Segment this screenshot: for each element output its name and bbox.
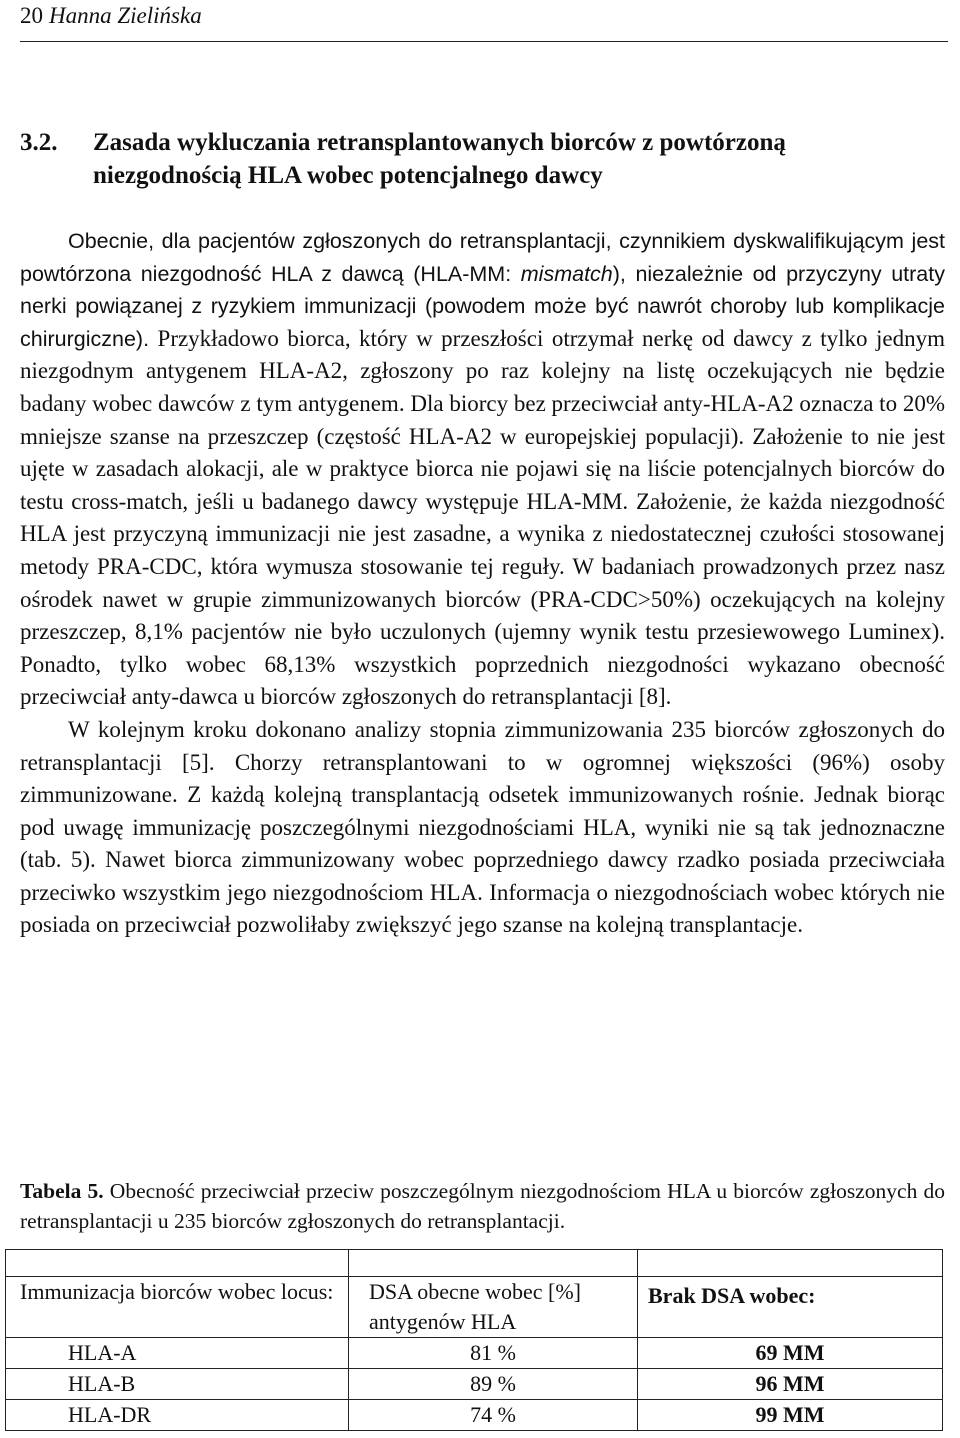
paragraph-1 — [20, 225, 945, 714]
table-cell-brak: 96 MM — [638, 1369, 943, 1400]
table-cell-dsa: 74 % — [349, 1400, 638, 1431]
paragraph-1-sans-before: Obecnie, dla pacjentów zgłoszonych do retransplantacji, czynnikiem dyskwalifikującym jest powtórzona niezgodność HLA z dawcą (HLA-MM: — [20, 229, 945, 286]
table-header-locus: Immunizacja biorców wobec locus: — [6, 1277, 349, 1338]
table-row — [6, 1400, 943, 1431]
data-table — [5, 1249, 943, 1431]
table-header-dsa: DSA obecne wobec [%] antygenów HLA — [349, 1277, 638, 1338]
section-title-line-2: niezgodnością HLA wobec potencjalnego dawcy — [93, 162, 603, 189]
table-header-row — [6, 1277, 943, 1338]
page-number: 20 — [20, 3, 43, 28]
table-cell-locus: HLA-A — [6, 1338, 349, 1369]
table-cell-locus: HLA-DR — [6, 1400, 349, 1431]
table-cell-dsa: 81 % — [349, 1338, 638, 1369]
table-caption-text: Obecność przeciwciał przeciw poszczególnym niezgodnościom HLA u biorców zgłoszonych do retransplantacji u 235 biorców zgłoszonych do retransplantacji. — [20, 1179, 946, 1233]
paragraph-1-serif-part: Przykładowo biorca, który w przeszłości otrzymał nerkę od dawcy z tylko jednym niezgodnym antygenem HLA-A2, zgłoszony po raz kolejny na listę oczekujących nie będzie badany wobec dawców z tym antygenem. Dla biorcy bez przeciwciał anty-HLA-A2 oznacza to 20% mniejsze szanse na przeszczep (częstość HLA-A2 w europejskiej populacji). Założenie to nie jest ujęte w zasadach alokacji, ale w praktyce biorca nie pojawi się na liście potencjalnych biorców do testu cross-match, jeśli u badanego dawcy występuje HLA-MM. Założenie, że każda niezgodność HLA jest przyczyną immunizacji nie jest zasadne, a wynika z niedostatecznej czułości stosowanej metody PRA-CDC, która wymusza stosowanie tej reguły. W badaniach prowadzonych przez nasz ośrodek nawet w grupie zimmunizowanych biorców (PRA-CDC>50%) oczekujących na kolejny przeszczep, 8,1% pacjentów nie było uczulonych (ujemny wynik testu przesiewowego Luminex). Ponadto, tylko wobec 68,13% wszystkich poprzednich niezgodności wykazano obecność przeciwciał anty-dawca u biorców zgłoszonych do retransplantacji [8]. — [20, 325, 945, 710]
table-cell-dsa: 89 % — [349, 1369, 638, 1400]
table-spacer-row — [6, 1250, 943, 1277]
running-head-author: Hanna Zielińska — [49, 3, 202, 28]
header-rule — [20, 41, 948, 42]
paragraph-2: W kolejnym kroku dokonano analizy stopnia zimmunizowania 235 biorców zgłoszonych do retransplantacji [5]. Chorzy retransplantowani to w ogromnej większości (96%) osoby zimmunizowane. Z każdą kolejną transplantacją odsetek immunizowanych rośnie. Jednak biorąc pod uwagę immunizację poszczególnymi niezgodnościami HLA, wyniki nie są tak jednoznaczne (tab. 5). Nawet biorca zimmunizowany wobec poprzedniego dawcy rzadko posiada przeciwciała przeciwko wszystkim jego niezgodnościom HLA. Informacja o niezgodnościach wobec których nie posiada on przeciwciał pozwoliłaby zwiększyć jego szanse na kolejną transplantacje. — [20, 716, 945, 938]
body-text — [20, 225, 945, 942]
section-number: 3.2. — [20, 129, 58, 156]
running-head — [20, 2, 202, 30]
table-cell-brak: 99 MM — [638, 1400, 943, 1431]
table-row — [6, 1369, 943, 1400]
table-caption-label: Tabela 5. — [20, 1179, 104, 1203]
section-heading — [20, 126, 940, 192]
paragraph-1-sans-after: ), niezależnie od przyczyny utraty nerki powiązanej z ryzykiem immunizacji (powodem może być nawrót choroby lub komplikacje chirurgiczne). — [20, 261, 945, 351]
paragraph-1-italic-term: mismatch — [520, 261, 613, 286]
table-cell-locus: HLA-B — [6, 1369, 349, 1400]
table-caption — [20, 1176, 945, 1236]
table-row — [6, 1338, 943, 1369]
table-cell-brak: 69 MM — [638, 1338, 943, 1369]
section-title-line-1: Zasada wykluczania retransplantowanych biorców z powtórzoną — [93, 129, 786, 156]
table-header-brak-dsa: Brak DSA wobec: — [638, 1277, 943, 1338]
